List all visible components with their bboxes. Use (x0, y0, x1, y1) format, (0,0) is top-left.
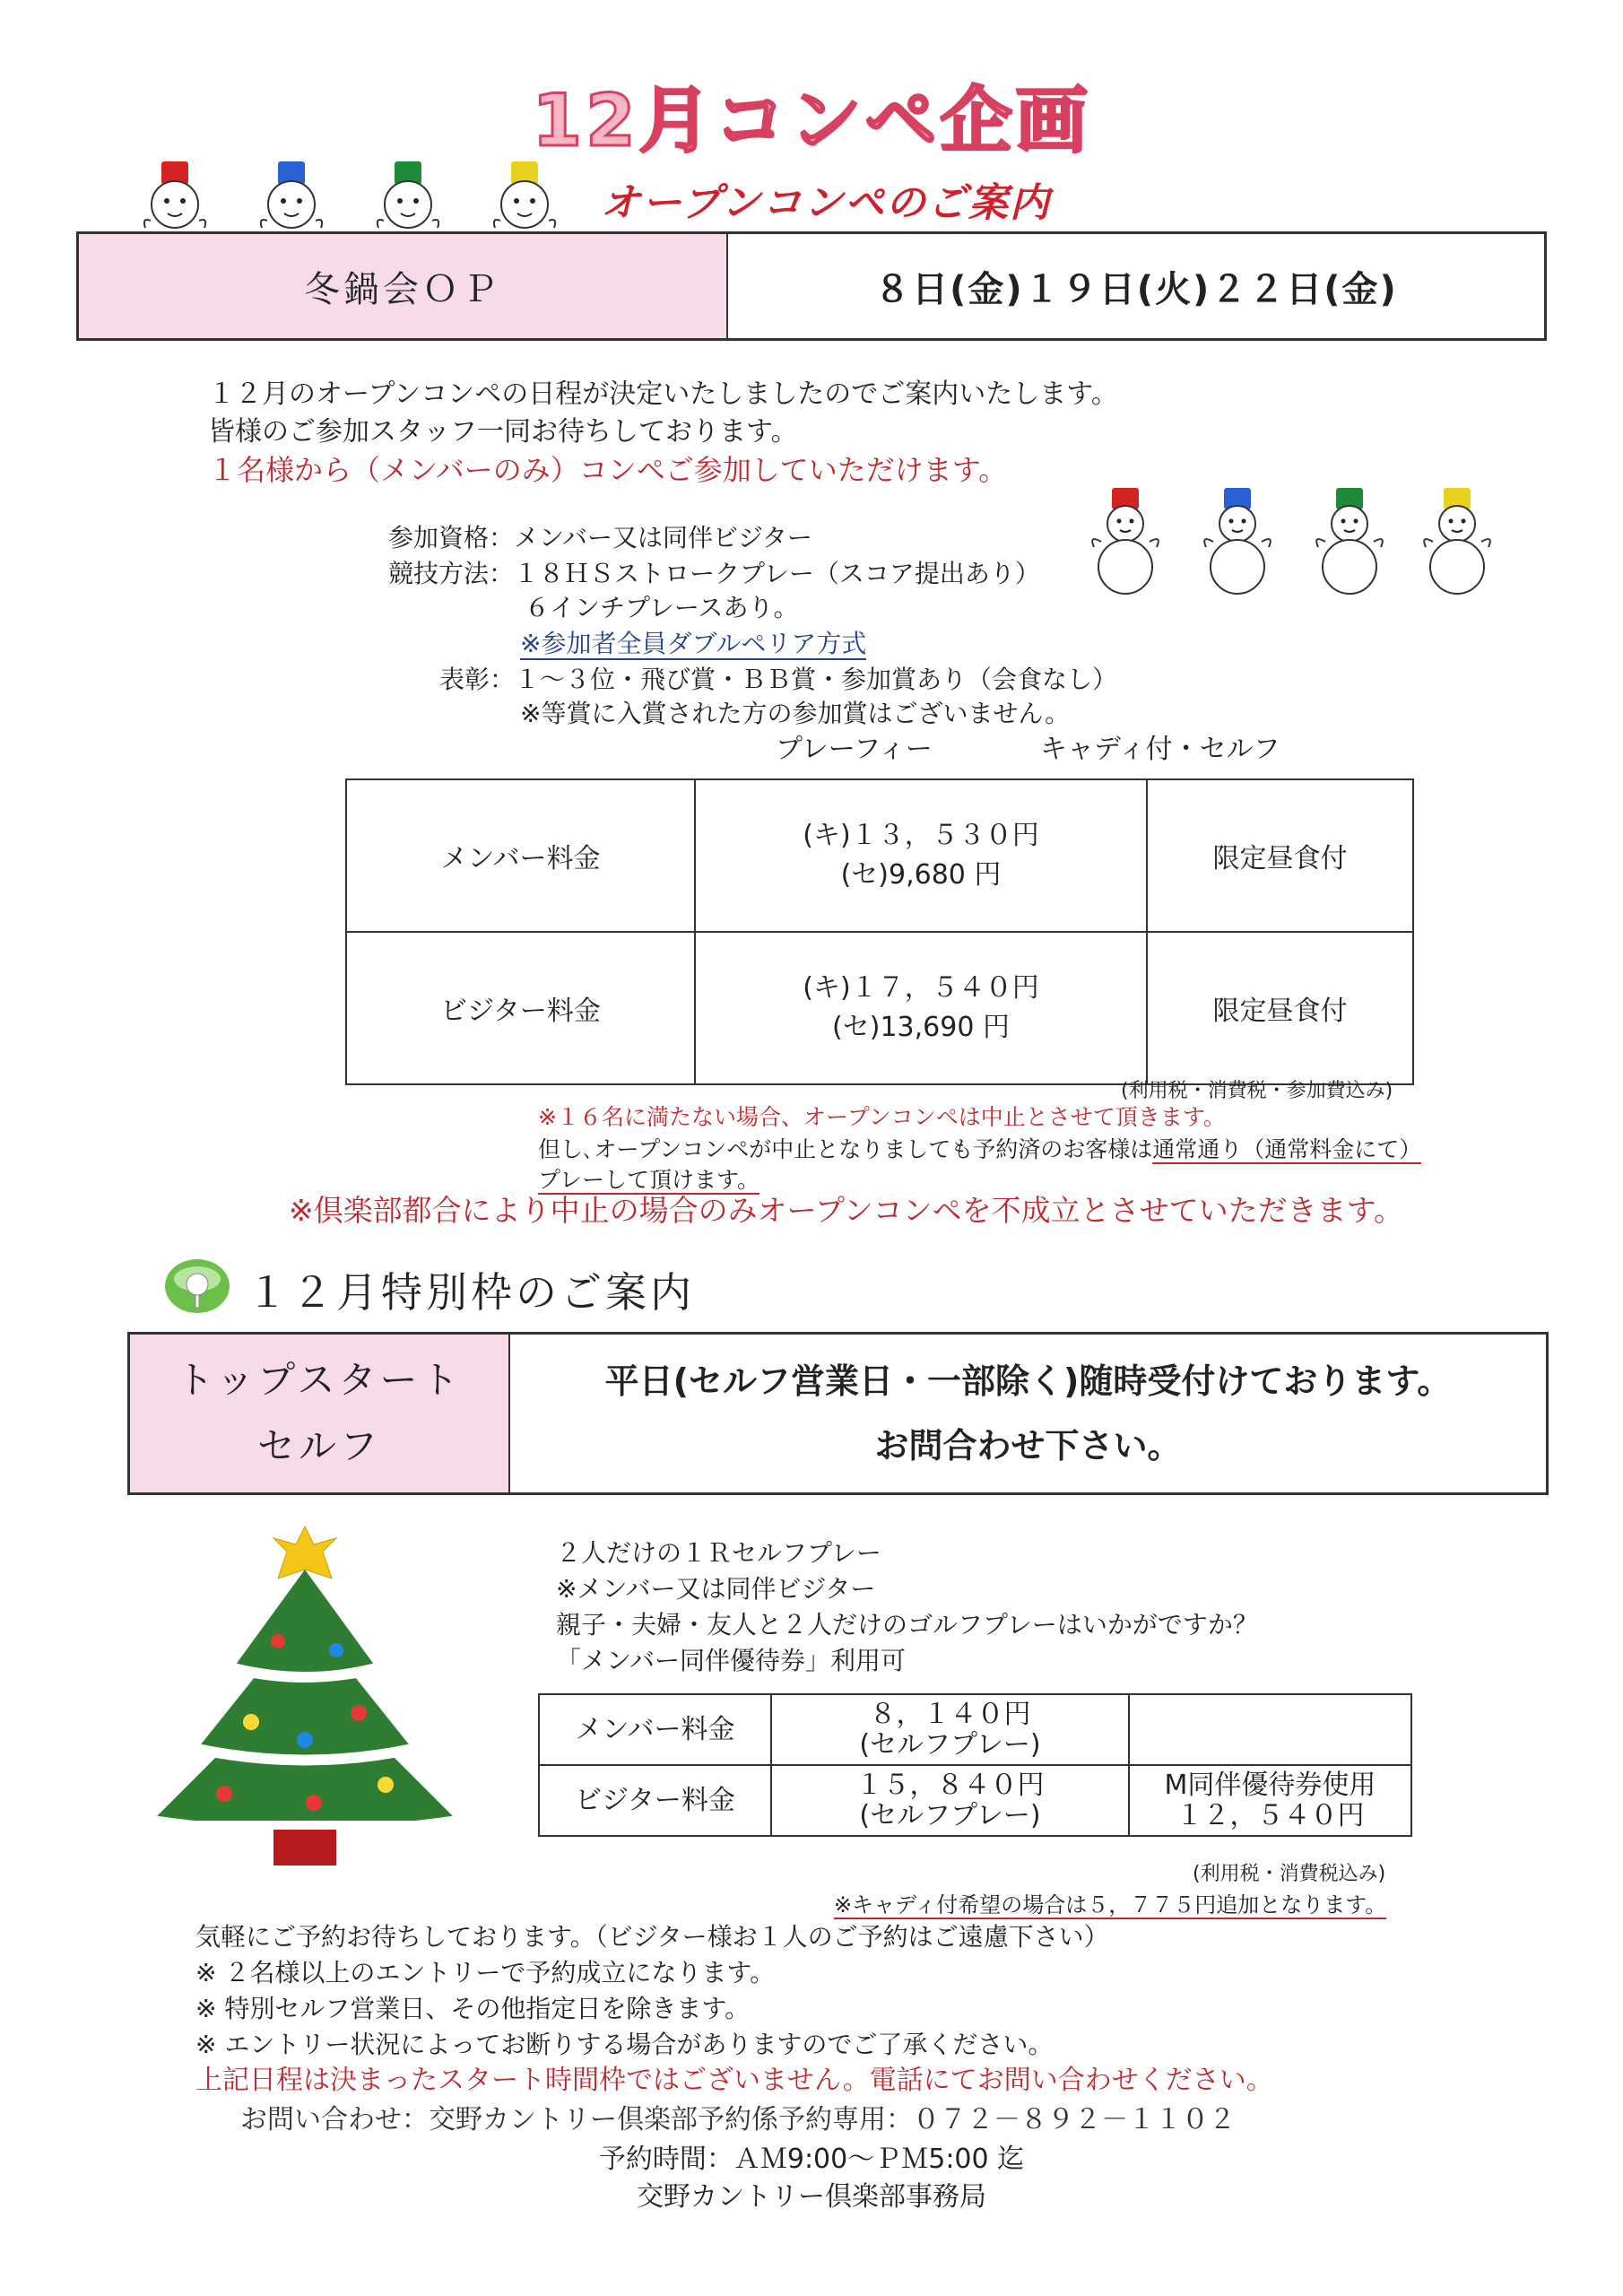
special-fee-extra (1129, 1694, 1411, 1765)
snowman-icon (144, 161, 205, 228)
special-desc: 平日(セルフ営業日・一部除く)随時受付けております。 お問合わせ下さい。 (509, 1334, 1548, 1494)
special-bar (127, 1332, 1549, 1495)
fee-self: (セ)9,680 円 (840, 859, 1002, 891)
footer-line-3: ※ 特別セルフ営業日、その他指定日を除きます。 (195, 1994, 751, 2023)
table-row (346, 932, 1413, 1084)
table-row (346, 779, 1413, 932)
snowman-row-right (1085, 484, 1533, 610)
peoria-note: ※参加者全員ダブルペリア方式 (520, 629, 867, 658)
awards-note: ※等賞に入賞された方の参加賞はございません。 (520, 699, 1071, 728)
footer-line-2: ※ ２名様以上のエントリーで予約成立になります。 (195, 1958, 776, 1987)
intro-line-1: １２月のオープンコンペの日程が決定いたしましたのでご案内いたします。 (208, 378, 1118, 410)
event-name: 冬鍋会ＯＰ (78, 233, 728, 340)
fee-meal: 限定昼食付 (1147, 779, 1413, 932)
cancel-line-2: 但し､オープンコンペが中止となりましても予約済のお客様は通常通り（通常料金にて） (538, 1136, 1422, 1162)
eligibility: 参加資格：メンバー又は同伴ビジター (388, 523, 812, 552)
page-title: 12月コンペ企画 (532, 79, 1091, 162)
cancel-line-1: ※１６名に満たない場合、オープンコンペは中止とさせて頂きます。 (538, 1104, 1226, 1130)
special-info-3: 親子・夫婦・友人と２人だけのゴルフプレーはいかがですか？ (556, 1610, 1258, 1639)
special-fee-extra: M同伴優待券使用 １２，５４０円 (1129, 1765, 1411, 1836)
intro-line-3: １名様から（メンバーのみ）コンペご参加していただけます。 (208, 453, 1008, 487)
snowman-icon (1092, 488, 1159, 594)
special-fee-price: ８，１４０円 (セルフプレー) (771, 1694, 1129, 1765)
footer-line-1: 気軽にご予約お待ちしております。（ビジター様お１人のご予約はご遠慮下さい） (195, 1922, 1109, 1952)
intro-line-2: 皆様のご参加スタッフ一同お待ちしております。 (208, 416, 798, 448)
fee-caddie: (キ)１３，５３０円 (803, 820, 1039, 851)
snowman-icon (494, 161, 555, 228)
cancel-line-3: プレーして頂けます。 (538, 1167, 760, 1193)
special-tax-note: (利用税・消費税込み) (1193, 1863, 1386, 1885)
special-fee-price: １５，８４０円 (セルフプレー) (771, 1765, 1129, 1836)
event-dates: ８日(金)１９日(火)２２日(金) (727, 233, 1546, 340)
special-fee-label: メンバー料金 (539, 1694, 771, 1765)
fee-table (345, 778, 1414, 1085)
snowman-icon (1316, 488, 1383, 594)
snowman-icon (378, 161, 438, 228)
event-bar (76, 231, 1547, 341)
fee-label: ビジター料金 (346, 932, 695, 1084)
fee-price (695, 779, 1147, 932)
method-2: ６インチプレースあり。 (525, 593, 799, 622)
snowman-icon (1204, 488, 1271, 594)
special-heading: １２月特別枠のご案内 (247, 1268, 695, 1317)
footer-line-5: 上記日程は決まったスタート時間枠ではございません。電話にてお問い合わせください。 (195, 2065, 1273, 2096)
special-info-4: 「メンバー同伴優待券」利用可 (556, 1646, 907, 1675)
fee-label: メンバー料金 (346, 779, 695, 932)
caddie-note: ※キャディ付希望の場合は５，７７５円追加となります。 (834, 1892, 1387, 1918)
special-fee-label: ビジター料金 (539, 1765, 771, 1836)
reservation-hours: 予約時間：ＡＭ9:00～ＰＭ5:00 迄 (598, 2144, 1025, 2175)
fee-self: (セ)13,690 円 (832, 1012, 1010, 1043)
christmas-tree-icon (143, 1516, 466, 1874)
special-info-1: ２人だけの１Ｒセルフプレー (556, 1538, 881, 1568)
subtitle: オープンコンペのご案内 (601, 180, 1052, 226)
tax-note: (利用税・消費税・参加費込み) (1121, 1080, 1393, 1102)
fee-header-playfee: プレーフィー (776, 734, 933, 765)
table-row (539, 1694, 1411, 1765)
special-info-2: ※メンバー又は同伴ビジター (556, 1574, 876, 1604)
office: 交野カントリー倶楽部事務局 (637, 2181, 986, 2213)
special-fee-table (538, 1693, 1412, 1837)
fee-header-type: キャディ付・セルフ (1040, 734, 1280, 765)
fee-price (695, 932, 1147, 1084)
club-note: ※倶楽部都合により中止の場合のみオープンコンペを不成立とさせていただきます。 (289, 1193, 1404, 1228)
snowman-icon (1424, 488, 1490, 594)
method: 競技方法：１８ＨＳストロークプレー（スコア提出あり） (388, 559, 1040, 588)
fee-caddie: (キ)１７，５４０円 (803, 972, 1039, 1004)
golf-ball-icon (161, 1256, 233, 1318)
awards: 表彰：１～３位・飛び賞・ＢＢ賞・参加賞あり（会食なし） (439, 665, 1118, 694)
fee-meal: 限定昼食付 (1147, 932, 1413, 1084)
footer-line-4: ※ エントリー状況によってお断りする場合がありますのでご了承ください。 (195, 2030, 1054, 2059)
special-name: トップスタート セルフ (129, 1334, 510, 1494)
table-row (539, 1765, 1411, 1836)
snowman-icon (261, 161, 322, 228)
contact: お問い合わせ：交野カントリー倶楽部予約係予約専用：０７２－８９２－１１０２ (240, 2104, 1236, 2135)
